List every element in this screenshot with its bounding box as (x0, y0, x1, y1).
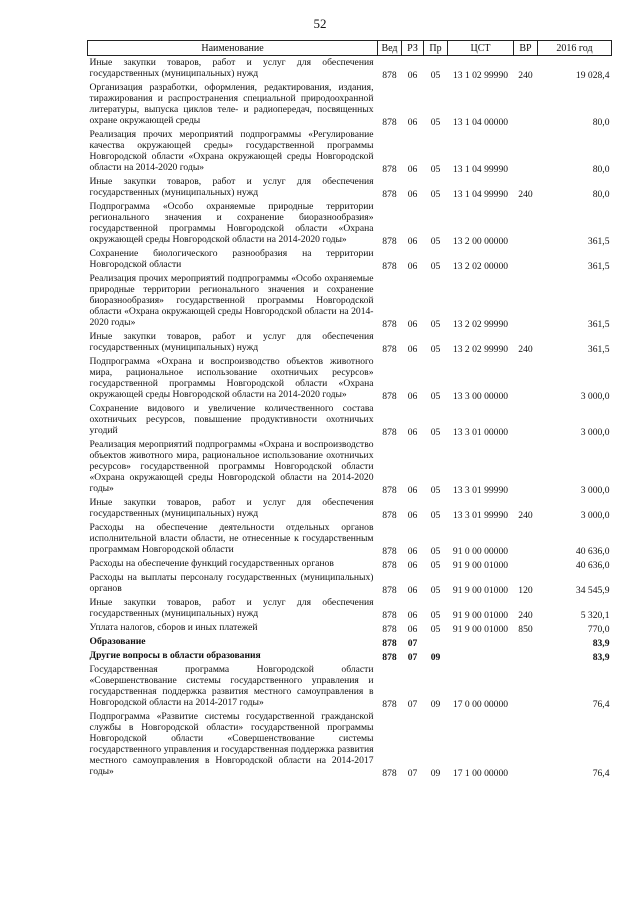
header-rz: РЗ (402, 41, 424, 56)
row-rz: 06 (407, 510, 418, 521)
row-pr: 05 (430, 261, 441, 272)
table-row (88, 247, 612, 272)
row-pr: 05 (430, 189, 441, 200)
row-cst: 91 9 00 01000 (452, 585, 509, 596)
row-cst: 13 2 02 00000 (452, 261, 509, 272)
row-pr: 05 (430, 510, 441, 521)
row-cst: 13 3 00 00000 (452, 391, 509, 402)
row-rz: 06 (407, 585, 418, 596)
row-name: Реализация прочих мероприятий подпрограммы «Особо охраняемые природные территории регионального значения и сохранение биоразнообразия» государственной программы Новгородской области «Охрана окружающей среды Новгородской области на 2014-2020 годы» (89, 273, 374, 328)
table-row (88, 621, 612, 635)
row-ved: 878 (382, 768, 397, 779)
header-year: 2016 год (538, 41, 612, 56)
row-cst: 17 0 00 00000 (452, 699, 509, 710)
row-name: Сохранение видового и увеличение количественного состава охотничьих ресурсов, повышение продуктивности охотничьих угодий (89, 403, 374, 436)
row-vr (514, 557, 538, 571)
row-rz: 06 (407, 189, 418, 200)
row-rz: 07 (407, 768, 418, 779)
row-pr: 09 (430, 699, 441, 710)
row-rz: 06 (407, 319, 418, 330)
row-rz: 06 (407, 117, 418, 128)
row-name: Подпрограмма «Развитие системы государственной гражданской службы в Новгородской области» государственной программы Новгородской области «Совершенствование системы государственного управления и государственная поддержка развития местного самоуправления в Новгородской области на 2014-2017 годы» (89, 711, 374, 777)
row-ved: 878 (382, 117, 397, 128)
row-rz: 06 (407, 236, 418, 247)
row-rz: 07 (407, 652, 418, 663)
row-amount: 76,4 (592, 699, 610, 710)
row-name: Иные закупки товаров, работ и услуг для обеспечения государственных (муниципальных) нужд (89, 176, 374, 198)
row-name: Иные закупки товаров, работ и услуг для обеспечения государственных (муниципальных) нужд (89, 597, 374, 619)
row-name: Расходы на обеспечение функций государственных органов (89, 558, 334, 569)
row-rz: 06 (407, 624, 418, 635)
table-row (88, 649, 612, 663)
row-pr: 05 (430, 70, 441, 81)
row-amount: 83,9 (592, 652, 610, 663)
row-pr (424, 635, 448, 649)
table-row (88, 596, 612, 621)
row-ved: 878 (382, 585, 397, 596)
row-rz: 06 (407, 610, 418, 621)
row-name: Реализация прочих мероприятий подпрограммы «Регулирование качества окружающей среды» государственной программы Новгородской области «Охрана окружающей среды Новгородской области на 2014-2020 годы» (89, 129, 374, 173)
row-rz: 06 (407, 70, 418, 81)
row-cst: 91 9 00 01000 (452, 624, 509, 635)
row-cst: 13 2 00 00000 (452, 236, 509, 247)
row-ved: 878 (382, 638, 397, 649)
header-name: Наименование (88, 41, 378, 56)
row-name: Расходы на выплаты персоналу государственных (муниципальных) органов (89, 572, 374, 594)
row-amount: 3 000,0 (580, 485, 610, 496)
row-pr: 05 (430, 427, 441, 438)
row-pr: 05 (430, 391, 441, 402)
row-ved: 878 (382, 319, 397, 330)
table-row (88, 521, 612, 557)
row-amount: 40 636,0 (575, 560, 610, 571)
row-cst (448, 635, 514, 649)
row-rz: 06 (407, 485, 418, 496)
row-rz: 06 (407, 261, 418, 272)
row-name: Реализация мероприятий подпрограммы «Охрана и воспроизводство объектов животного мира, рациональное использование охотничьих ресурсов» государственной программы Новгородской области «Охрана окружающей среды Новгородской области на 2014-2020 годы» (89, 439, 374, 494)
row-vr (514, 663, 538, 710)
row-vr: 120 (518, 585, 533, 596)
row-ved: 878 (382, 164, 397, 175)
row-ved: 878 (382, 652, 397, 663)
row-ved: 878 (382, 427, 397, 438)
row-vr: 240 (518, 189, 533, 200)
table-row (88, 355, 612, 402)
table-row (88, 635, 612, 649)
row-ved: 878 (382, 560, 397, 571)
table-row (88, 81, 612, 128)
row-pr: 09 (430, 768, 441, 779)
row-ved: 878 (382, 624, 397, 635)
table-row (88, 438, 612, 496)
header-vr: ВР (514, 41, 538, 56)
row-vr (514, 128, 538, 175)
table-row (88, 663, 612, 710)
row-pr: 05 (430, 117, 441, 128)
row-vr (514, 272, 538, 330)
table-body (88, 56, 612, 780)
row-pr: 05 (430, 585, 441, 596)
table-row (88, 200, 612, 247)
row-name: Иные закупки товаров, работ и услуг для обеспечения государственных (муниципальных) нужд (89, 331, 374, 353)
row-ved: 878 (382, 236, 397, 247)
row-name: Образование (89, 636, 146, 647)
row-cst: 91 0 00 00000 (452, 546, 509, 557)
row-cst: 13 3 01 00000 (452, 427, 509, 438)
row-name: Государственная программа Новгородской области «Совершенствование системы государственного управления и государственная поддержка развития местного самоуправления в Новгородской области на 2014-2017 годы» (89, 664, 374, 708)
row-rz: 06 (407, 546, 418, 557)
row-vr: 240 (518, 610, 533, 621)
row-amount: 80,0 (592, 189, 610, 200)
row-pr: 05 (430, 546, 441, 557)
row-name: Подпрограмма «Особо охраняемые природные территории регионального значения и сохранение биоразнообразия» государственной программы Новгородской области «Охрана окружающей среды Новгородской области на 2014-2020 годы» (89, 201, 374, 245)
row-vr (514, 649, 538, 663)
row-rz: 06 (407, 427, 418, 438)
row-pr: 05 (430, 344, 441, 355)
table-row (88, 272, 612, 330)
row-ved: 878 (382, 189, 397, 200)
row-vr (514, 402, 538, 438)
row-pr: 05 (430, 485, 441, 496)
header-ved: Вед (378, 41, 402, 56)
table-row (88, 496, 612, 521)
row-vr: 240 (518, 344, 533, 355)
row-pr: 09 (430, 652, 441, 663)
row-vr: 850 (518, 624, 533, 635)
header-cst: ЦСТ (448, 41, 514, 56)
row-ved: 878 (382, 485, 397, 496)
row-cst: 17 1 00 00000 (452, 768, 509, 779)
row-rz: 07 (407, 638, 418, 649)
row-vr (514, 710, 538, 779)
row-vr (514, 438, 538, 496)
row-cst (448, 649, 514, 663)
row-name: Уплата налогов, сборов и иных платежей (89, 622, 258, 633)
row-amount: 5 320,1 (580, 610, 610, 621)
row-cst: 13 1 04 99990 (452, 164, 509, 175)
row-rz: 06 (407, 164, 418, 175)
row-amount: 361,5 (587, 319, 610, 330)
table-row (88, 710, 612, 779)
row-name: Иные закупки товаров, работ и услуг для обеспечения государственных (муниципальных) нужд (89, 497, 374, 519)
row-amount: 34 545,9 (575, 585, 610, 596)
row-cst: 13 2 02 99990 (452, 344, 509, 355)
row-pr: 05 (430, 624, 441, 635)
row-amount: 361,5 (587, 261, 610, 272)
table-row (88, 330, 612, 355)
row-pr: 05 (430, 319, 441, 330)
row-amount: 3 000,0 (580, 427, 610, 438)
row-amount: 3 000,0 (580, 391, 610, 402)
page-number: 52 (313, 16, 327, 31)
row-amount: 19 028,4 (575, 70, 610, 81)
row-name: Организация разработки, оформления, редактирования, издания, тиражирования и распространения специальной природоохранной литературы, выпуска циклов теле- и радиопередач, посвященных охране окружающей среды (89, 82, 374, 126)
row-amount: 361,5 (587, 344, 610, 355)
row-rz: 06 (407, 391, 418, 402)
row-vr (514, 81, 538, 128)
row-cst: 13 2 02 99990 (452, 319, 509, 330)
row-ved: 878 (382, 70, 397, 81)
row-ved: 878 (382, 510, 397, 521)
row-vr: 240 (518, 70, 533, 81)
row-amount: 76,4 (592, 768, 610, 779)
row-name: Другие вопросы в области образования (89, 650, 261, 661)
table-row (88, 175, 612, 200)
row-amount: 80,0 (592, 117, 610, 128)
row-ved: 878 (382, 546, 397, 557)
row-pr: 05 (430, 560, 441, 571)
row-name: Иные закупки товаров, работ и услуг для обеспечения государственных (муниципальных) нужд (89, 57, 374, 79)
row-amount: 361,5 (587, 236, 610, 247)
row-pr: 05 (430, 236, 441, 247)
table-header (88, 41, 612, 56)
row-amount: 80,0 (592, 164, 610, 175)
row-amount: 40 636,0 (575, 546, 610, 557)
row-cst: 13 1 02 99990 (452, 70, 509, 81)
row-amount: 770,0 (587, 624, 610, 635)
row-pr: 05 (430, 164, 441, 175)
table-row (88, 571, 612, 596)
row-cst: 91 9 00 01000 (452, 610, 509, 621)
row-ved: 878 (382, 344, 397, 355)
row-cst: 13 3 01 99990 (452, 510, 509, 521)
header-pr: Пр (424, 41, 448, 56)
table-row (88, 402, 612, 438)
row-cst: 13 3 01 99990 (452, 485, 509, 496)
row-vr: 240 (518, 510, 533, 521)
row-rz: 06 (407, 344, 418, 355)
row-cst: 13 1 04 00000 (452, 117, 509, 128)
row-rz: 07 (407, 699, 418, 710)
row-rz: 06 (407, 560, 418, 571)
row-ved: 878 (382, 261, 397, 272)
row-name: Подпрограмма «Охрана и воспроизводство объектов животного мира, рациональное использование охотничьих ресурсов» государственной программы Новгородской области «Охрана окружающей среды Новгородской области на 2014-2020 годы» (89, 356, 374, 400)
row-vr (514, 521, 538, 557)
row-vr (514, 200, 538, 247)
row-ved: 878 (382, 699, 397, 710)
row-name: Расходы на обеспечение деятельности отдельных органов исполнительной власти области, не отнесенные к государственным программам Новгородской области (89, 522, 374, 555)
row-vr (514, 355, 538, 402)
row-ved: 878 (382, 391, 397, 402)
row-cst: 13 1 04 99990 (452, 189, 509, 200)
row-vr (514, 635, 538, 649)
budget-table (87, 40, 612, 779)
row-cst: 91 9 00 01000 (452, 560, 509, 571)
row-name: Сохранение биологического разнообразия на территории Новгородской области (89, 248, 374, 270)
header-row (88, 41, 612, 56)
row-amount: 3 000,0 (580, 510, 610, 521)
row-amount: 83,9 (592, 638, 610, 649)
table-row (88, 557, 612, 571)
table-row (88, 56, 612, 82)
row-ved: 878 (382, 610, 397, 621)
row-pr: 05 (430, 610, 441, 621)
table-row (88, 128, 612, 175)
row-vr (514, 247, 538, 272)
